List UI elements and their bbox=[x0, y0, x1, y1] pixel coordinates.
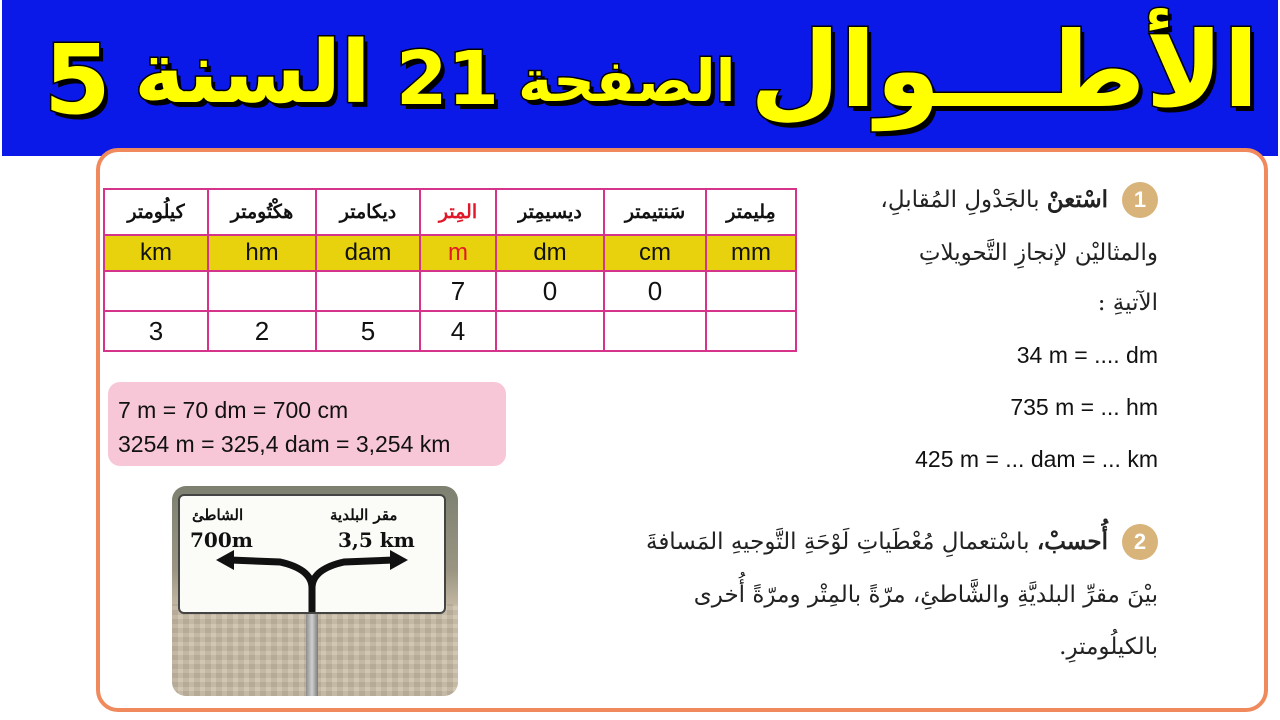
table-cell bbox=[706, 271, 796, 311]
table-cell: 0 bbox=[496, 271, 604, 311]
exercise-1-line-2: والمثاليْن لإنجازِ التَّحويلاتِ bbox=[918, 240, 1158, 266]
exercise-2-line-2: بيْنَ مقرِّ البلديَّةِ والشَّاطئِ، مرّةً بالمِتْر ومرّةً أُخرى bbox=[693, 582, 1158, 608]
split-arrow-icon bbox=[180, 496, 444, 612]
units-table bbox=[103, 188, 797, 352]
value-row-2 bbox=[104, 311, 796, 351]
conversion-2: 735 m = ... hm bbox=[1010, 394, 1158, 420]
banner-title bbox=[2, 9, 1278, 144]
exercise-2-text: باسْتعمالِ مُعْطَياتِ لَوْحَةِ التَّوجيهِ المَسافةَ bbox=[645, 529, 1030, 555]
unit-names-row bbox=[104, 189, 796, 235]
unit-abbr-dam: dam bbox=[316, 235, 420, 271]
unit-abbr-dm: dm bbox=[496, 235, 604, 271]
conversion-3: 425 m = ... dam = ... km bbox=[915, 446, 1158, 472]
unit-name-m: المِتر bbox=[420, 189, 496, 235]
conversion-1: 34 m = .... dm bbox=[1016, 342, 1158, 368]
table-cell bbox=[316, 271, 420, 311]
sign-pole bbox=[306, 614, 318, 696]
exercise-1-verb: اسْتعنْ bbox=[1046, 186, 1108, 213]
exercise-2-line-3: بالكيلُومترِ. bbox=[1059, 634, 1158, 660]
exercise-2-verb: أُحسبْ، bbox=[1036, 528, 1108, 555]
example-line-1: 7 m = 70 dm = 700 cm bbox=[118, 397, 349, 423]
unit-name-hm: هكْتُومتر bbox=[208, 189, 316, 235]
unit-name-dm: ديسيمِتر bbox=[496, 189, 604, 235]
examples-box bbox=[108, 382, 506, 466]
unit-name-dam: ديكامتر bbox=[316, 189, 420, 235]
exercise-1-line-3: الآتيةِ : bbox=[1097, 290, 1158, 316]
exercise-1-number: 1 bbox=[1122, 182, 1158, 218]
banner-page-number: 21 bbox=[396, 36, 499, 122]
table-cell bbox=[496, 311, 604, 351]
road-sign-photo bbox=[172, 486, 458, 696]
exercise-1-line-1 bbox=[880, 186, 1108, 213]
banner-page-word: الصفحة bbox=[518, 47, 736, 115]
unit-abbr-m: m bbox=[420, 235, 496, 271]
table-cell: 4 bbox=[420, 311, 496, 351]
road-sign bbox=[178, 494, 446, 614]
exercise-1-text: بالجَدْولِ المُقابلِ، bbox=[880, 187, 1040, 213]
banner-topic: الأطـــوال bbox=[750, 9, 1259, 131]
table-cell bbox=[104, 271, 208, 311]
sign-left-distance: 700m bbox=[190, 528, 253, 552]
table-cell bbox=[208, 271, 316, 311]
banner-grade-number: 5 bbox=[44, 24, 111, 136]
table-cell: 3 bbox=[104, 311, 208, 351]
table-cell bbox=[604, 311, 706, 351]
example-line-2: 3254 m = 325,4 dam = 3,254 km bbox=[118, 431, 451, 457]
exercise-2-number: 2 bbox=[1122, 524, 1158, 560]
table-cell bbox=[706, 311, 796, 351]
unit-name-mm: مِليمتر bbox=[706, 189, 796, 235]
unit-name-cm: سَنتيمتر bbox=[604, 189, 706, 235]
table-cell: 7 bbox=[420, 271, 496, 311]
banner-grade-word: السنة bbox=[134, 23, 371, 123]
unit-name-km: كيلُومتر bbox=[104, 189, 208, 235]
sign-right-place: مقر البلدية bbox=[330, 506, 398, 524]
sign-left-place: الشاطئ bbox=[192, 506, 244, 524]
exercise-2-line-1 bbox=[646, 528, 1108, 555]
unit-abbr-hm: hm bbox=[208, 235, 316, 271]
unit-abbr-row bbox=[104, 235, 796, 271]
unit-abbr-cm: cm bbox=[604, 235, 706, 271]
unit-abbr-km: km bbox=[104, 235, 208, 271]
title-banner bbox=[2, 0, 1278, 156]
sign-right-distance: 3,5 km bbox=[338, 528, 415, 552]
table-cell: 5 bbox=[316, 311, 420, 351]
unit-abbr-mm: mm bbox=[706, 235, 796, 271]
value-row-1 bbox=[104, 271, 796, 311]
table-cell: 2 bbox=[208, 311, 316, 351]
table-cell: 0 bbox=[604, 271, 706, 311]
